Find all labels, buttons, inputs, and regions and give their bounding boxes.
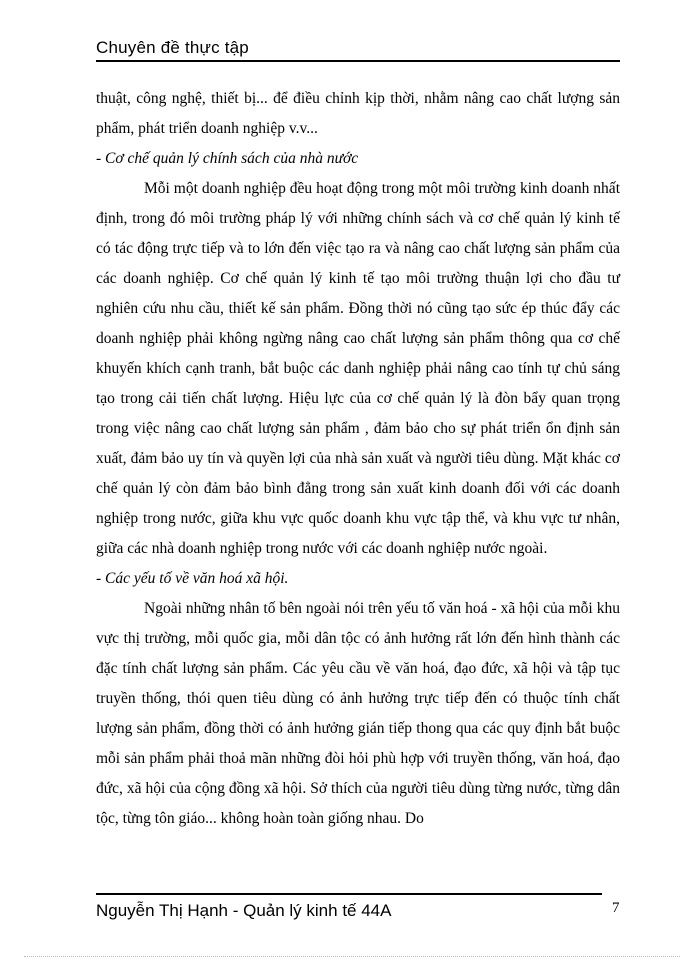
paragraph-state-policy: Mỗi một doanh nghiệp đều hoạt động trong một môi trường kinh doanh nhất định, trong đó môi trường pháp lý với những chính sách và cơ chế quản lý kinh tế có tác động trực tiếp và to lớn đến việc tạo ra và nâng cao chất lượng sản phẩm của các doanh nghiệp. Cơ chế quản lý kinh tế tạo môi trường thuận lợi cho đầu tư nghiên cứu nhu cầu, thiết kế sản phẩm. Đồng thời nó cũng tạo sức ép thúc đẩy các doanh nghiệp phải không ngừng nâng cao chất lượng sản phẩm thông qua cơ chế khuyến khích cạnh tranh, bắt buộc các danh nghiệp phải nâng cao tính tự chủ sáng tạo trong cải tiến chất lượng. Hiệu lực của cơ chế quản lý là đòn bẩy quan trọng trong việc nâng cao chất lượng sản phẩm , đảm bảo cho sự phát triển ổn định sản xuất, đảm bảo uy tín và quyền lợi của nhà sản xuất và người tiêu dùng. Mặt khác cơ chế quản lý còn đảm bảo bình đẳng trong sản xuất kinh doanh đối với các doanh nghiệp trong nước, giữa khu vực quốc doanh khu vực tập thể, và khu vực tư nhân, giữa các nhà doanh nghiệp trong nước với các doanh nghiệp nước ngoài. [96,180,620,557]
paragraph-culture-society: Ngoài những nhân tố bên ngoài nói trên yếu tố văn hoá - xã hội của mỗi khu vực thị trường, mỗi quốc gia, mỗi dân tộc có ảnh hưởng rất lớn đến hình thành các đặc tính chất lượng sản phẩm. Các yêu cầu về văn hoá, đạo đức, xã hội và tập tục truyền thống, thói quen tiêu dùng có ảnh hưởng trực tiếp đến có thuộc tính chất lượng sản phẩm, đồng thời có ảnh hưởng gián tiếp thong qua các quy định bắt buộc mỗi sản phẩm phải thoả mãn những đòi hỏi phù hợp với truyền thống, văn hoá, đạo đức, xã hội của cộng đồng xã hội. Sở thích của người tiêu dùng từng nước, từng dân tộc, từng tôn giáo... không hoàn toàn giống nhau. Do [96,600,620,827]
subheading-culture-society: - Các yếu tố về văn hoá xã hội. [96,570,289,587]
header-title: Chuyên đề thực tập [96,38,249,57]
subheading-state-policy: - Cơ chế quản lý chính sách của nhà nước [96,150,359,167]
page-number: 7 [612,900,620,916]
page-body [96,84,620,834]
footer-author: Nguyễn Thị Hạnh - Quản lý kinh tế 44A [96,901,392,920]
paragraph-continued: thuật, công nghệ, thiết bị... để điều chỉnh kịp thời, nhằm nâng cao chất lượng sản phẩm, phát triển doanh nghiệp v.v... [96,90,620,137]
header-rule [96,60,620,62]
page-bottom-divider [24,956,680,957]
footer-rule [96,893,602,895]
